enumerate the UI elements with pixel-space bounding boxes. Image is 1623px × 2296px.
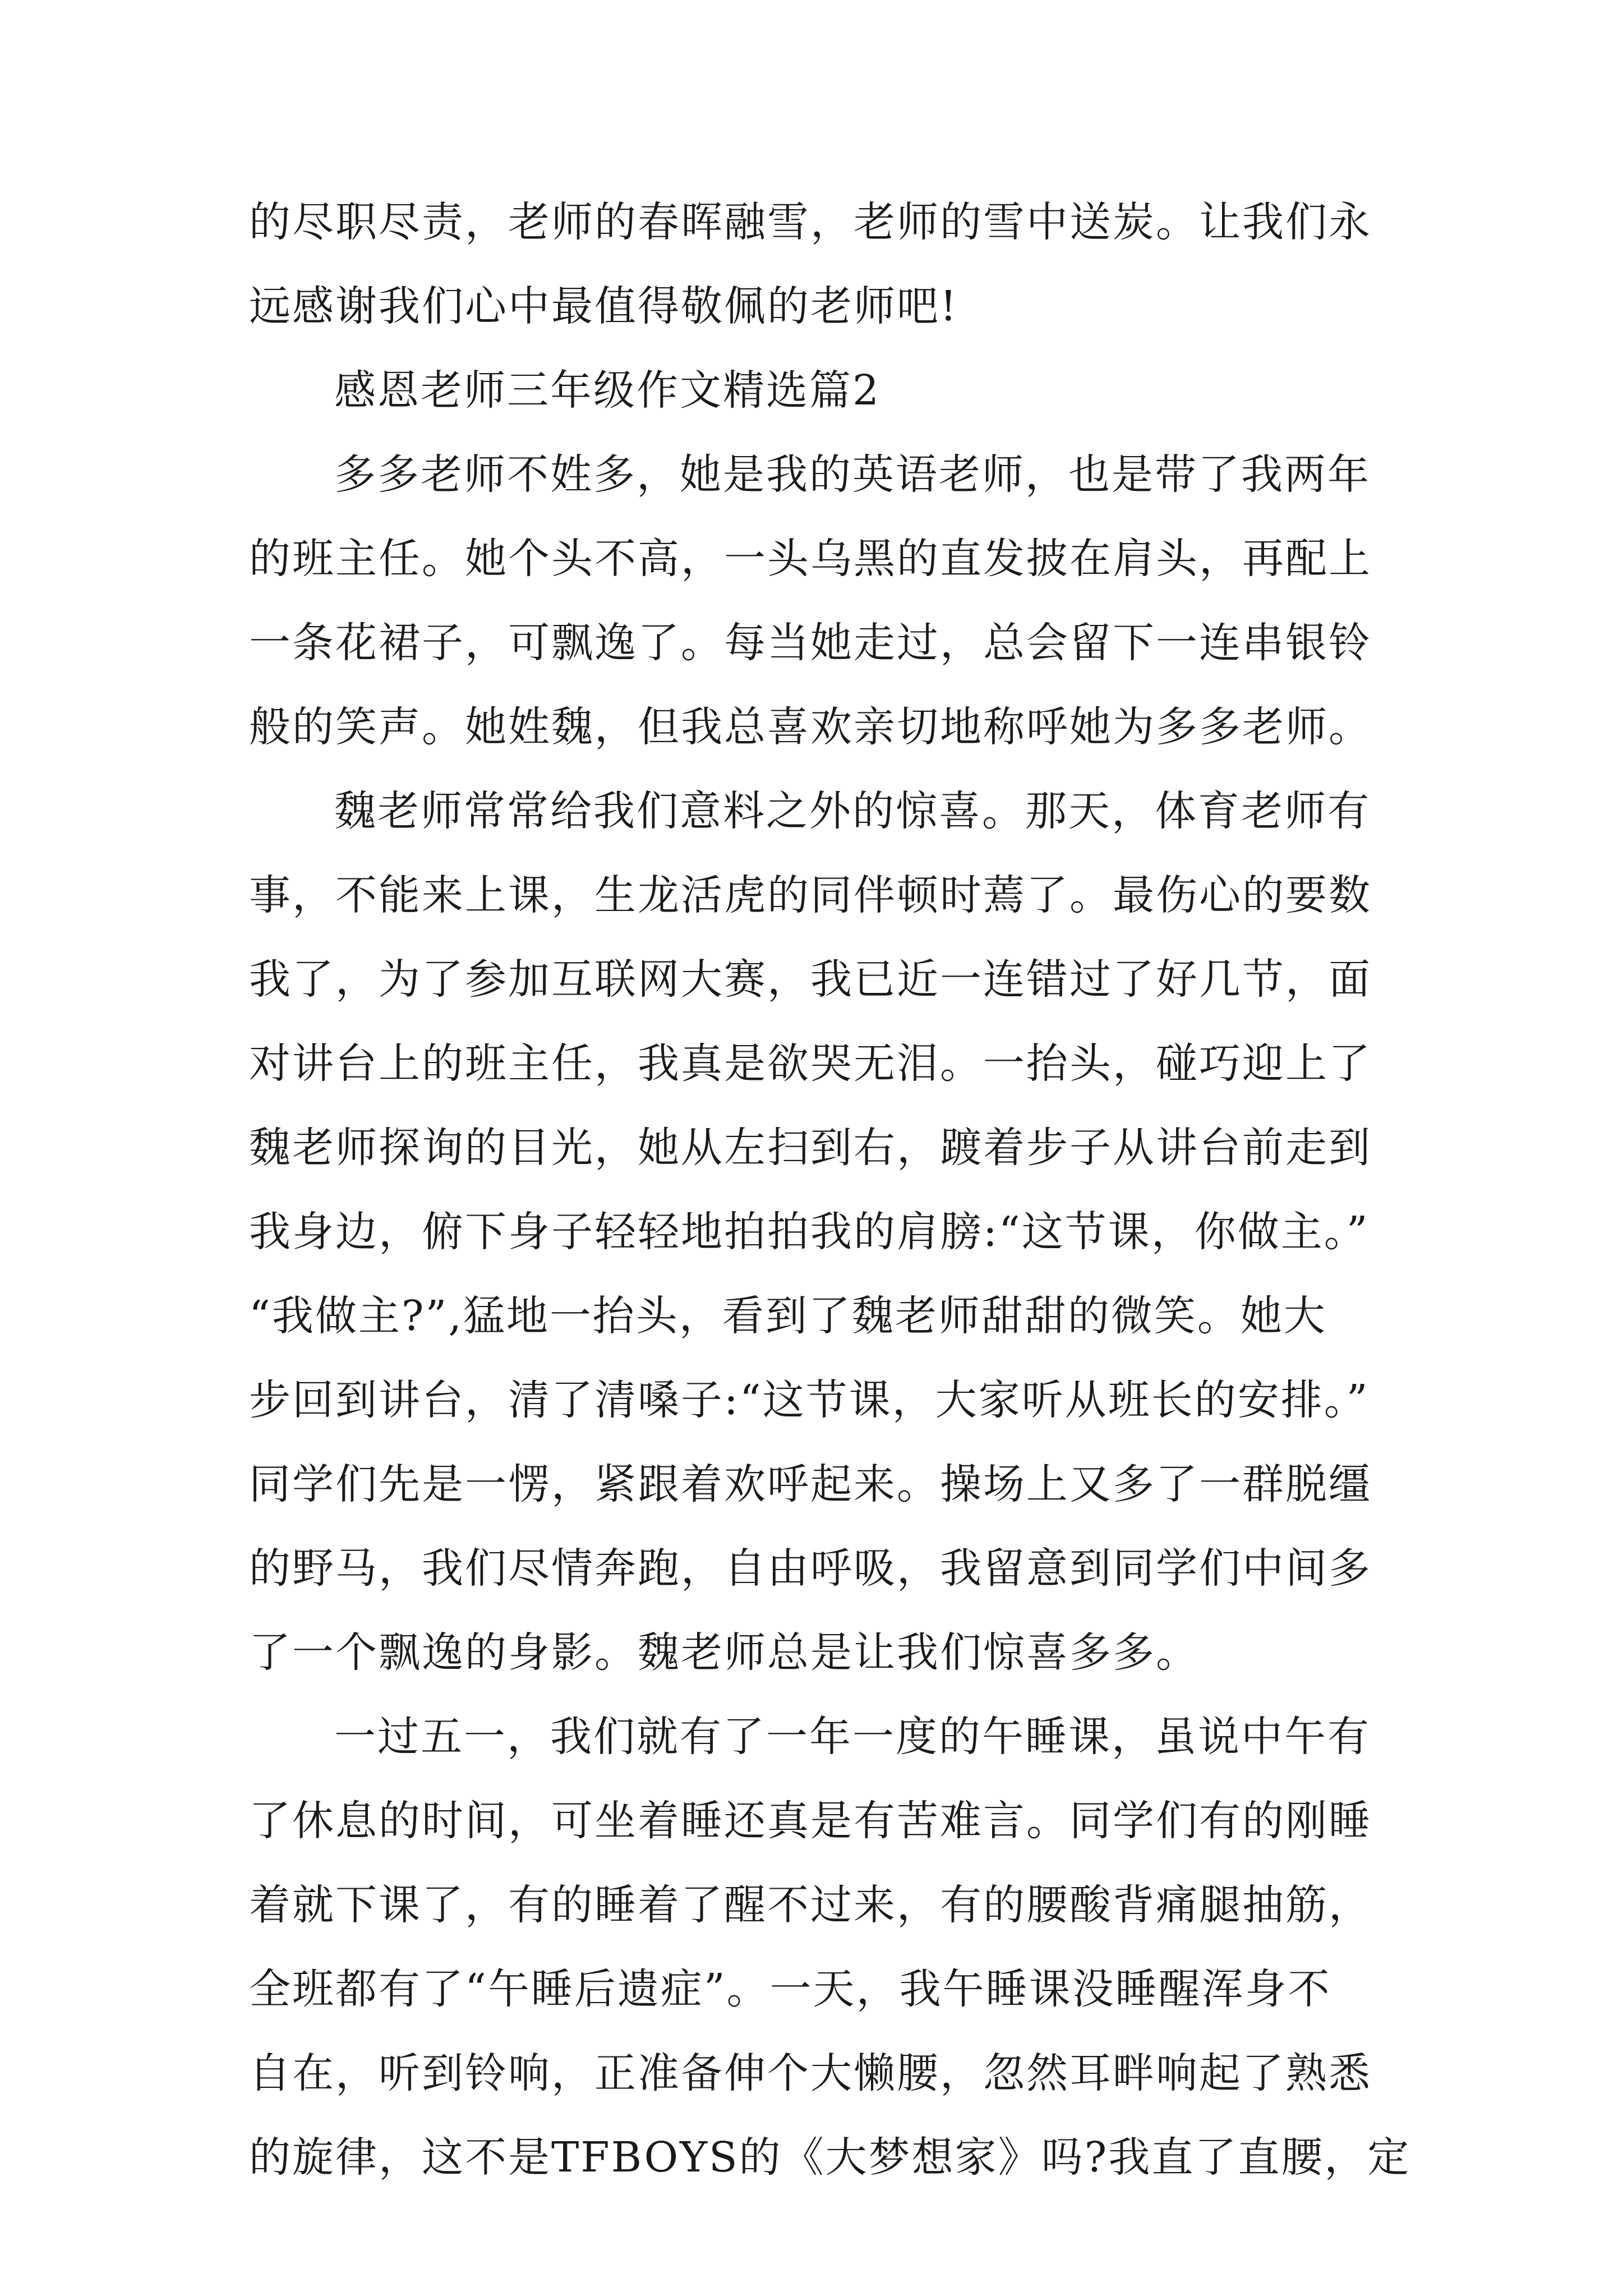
text-line: 一条花裙子，可飘逸了。每当她走过，总会留下一连串银铃 bbox=[249, 619, 1372, 667]
text-line: 魏老师探询的目光，她从左扫到右，踱着步子从讲台前走到 bbox=[249, 1124, 1372, 1172]
text-line: 事，不能来上课，生龙活虎的同伴顿时蔫了。最伤心的要数 bbox=[249, 871, 1372, 919]
text-line: 的班主任。她个头不高，一头乌黑的直发披在肩头，再配上 bbox=[249, 535, 1372, 583]
text-line: 远感谢我们心中最值得敬佩的老师吧! bbox=[249, 282, 958, 330]
text-line: 了休息的时间，可坐着睡还真是有苦难言。同学们有的刚睡 bbox=[249, 1797, 1372, 1845]
text-line: 同学们先是一愣，紧跟着欢呼起来。操场上又多了一群脱缰 bbox=[249, 1460, 1372, 1508]
text-line: “我做主?”,猛地一抬头，看到了魏老师甜甜的微笑。她大 bbox=[249, 1292, 1327, 1340]
text-line: 着就下课了，有的睡着了醒不过来，有的腰酸背痛腿抽筋， bbox=[249, 1881, 1372, 1929]
text-line: 我身边，俯下身子轻轻地拍拍我的肩膀:“这节课，你做主。” bbox=[249, 1208, 1370, 1256]
text-line: 的尽职尽责，老师的春晖融雪，老师的雪中送炭。让我们永 bbox=[249, 198, 1372, 246]
text-line: 的野马，我们尽情奔跑，自由呼吸，我留意到同学们中间多 bbox=[249, 1544, 1372, 1593]
text-line: 对讲台上的班主任，我真是欲哭无泪。一抬头，碰巧迎上了 bbox=[249, 1039, 1372, 1088]
text-line: 魏老师常常给我们意料之外的惊喜。那天，体育老师有 bbox=[334, 787, 1371, 835]
text-line: 自在，听到铃响，正准备伸个大懒腰，忽然耳畔响起了熟悉 bbox=[249, 2049, 1372, 2097]
text-line: 步回到讲台，清了清嗓子:“这节课，大家听从班长的安排。” bbox=[249, 1376, 1370, 1424]
text-line: 多多老师不姓多，她是我的英语老师，也是带了我两年 bbox=[334, 450, 1371, 499]
text-line: 我了，为了参加互联网大赛，我已近一连错过了好几节，面 bbox=[249, 955, 1372, 1004]
text-line: 的旋律，这不是TFBOYS的《大梦想家》吗?我直了直腰，定 bbox=[249, 2133, 1411, 2182]
text-line: 了一个飘逸的身影。魏老师总是让我们惊喜多多。 bbox=[249, 1628, 1199, 1677]
section-heading: 感恩老师三年级作文精选篇2 bbox=[334, 366, 881, 415]
text-line: 一过五一，我们就有了一年一度的午睡课，虽说中午有 bbox=[334, 1713, 1371, 1761]
text-line: 般的笑声。她姓魏，但我总喜欢亲切地称呼她为多多老师。 bbox=[249, 703, 1372, 751]
text-line: 全班都有了“午睡后遗症”。一天，我午睡课没睡醒浑身不 bbox=[249, 1965, 1331, 2013]
